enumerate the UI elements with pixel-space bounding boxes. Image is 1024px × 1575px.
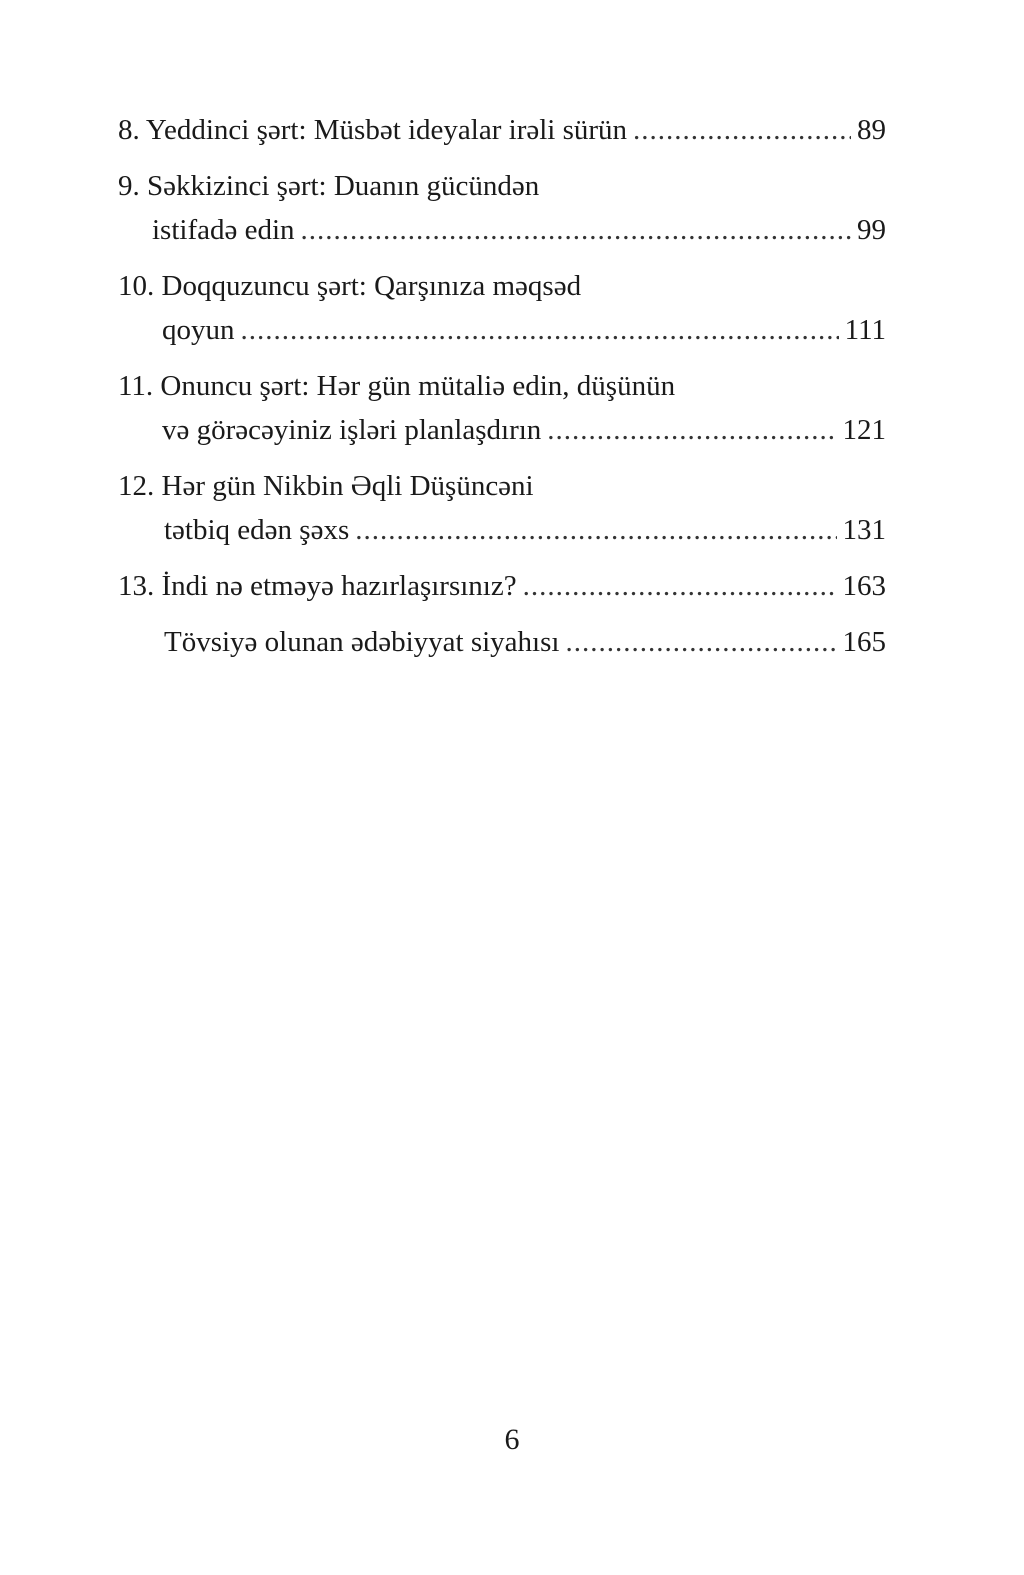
toc-page-number: 131: [842, 514, 886, 546]
toc-page-number: 165: [842, 626, 886, 658]
toc-line: [118, 308, 886, 352]
toc-entry-12[interactable]: [118, 464, 886, 552]
toc-line: [118, 564, 886, 608]
dot-leader: [633, 108, 851, 152]
toc-entry-title: 8. Yeddinci şərt: Müsbət ideyalar irəli sürün: [118, 114, 628, 146]
page-footer-number: 6: [504, 1423, 520, 1456]
toc-entry-title: 10. Doqquzuncu şərt: Qarşınıza məqsəd: [118, 270, 582, 302]
table-of-contents: [118, 108, 886, 676]
toc-line: [118, 508, 886, 552]
dot-leader: [523, 564, 837, 608]
toc-page-number: 163: [842, 570, 886, 602]
toc-entry-title: 9. Səkkizinci şərt: Duanın gücündən: [118, 170, 540, 202]
dot-leader: [241, 308, 839, 352]
toc-line: [118, 108, 886, 152]
toc-entry-title-continued: qoyun: [162, 314, 235, 346]
dot-leader: [565, 620, 836, 664]
toc-entry-title-continued: tətbiq edən şəxs: [164, 514, 350, 546]
toc-entry-title-continued: istifadə edin: [152, 214, 295, 246]
dot-leader: [547, 408, 836, 452]
toc-entry-13[interactable]: [118, 564, 886, 608]
toc-page-number: 89: [857, 114, 886, 146]
toc-entry-title: 11. Onuncu şərt: Hər gün mütaliə edin, düşünün: [118, 370, 676, 402]
toc-entry-title: 12. Hər gün Nikbin Əqli Düşüncəni: [118, 470, 534, 502]
toc-line: [118, 208, 886, 252]
toc-entry-10[interactable]: [118, 264, 886, 352]
dot-leader: [301, 208, 851, 252]
toc-page-number: 99: [857, 214, 886, 246]
dot-leader: [355, 508, 836, 552]
toc-entry-title: 13. İndi nə etməyə hazırlaşırsınız?: [118, 570, 517, 602]
toc-entry-recommended-reading[interactable]: [118, 620, 886, 664]
toc-entry-8[interactable]: [118, 108, 886, 152]
toc-page-number: 111: [844, 314, 886, 346]
toc-page-number: 121: [842, 414, 886, 446]
toc-entry-title-continued: və görəcəyiniz işləri planlaşdırın: [162, 414, 542, 446]
toc-entry-9[interactable]: [118, 164, 886, 252]
toc-entry-title: Tövsiyə olunan ədəbiyyat siyahısı: [164, 626, 560, 658]
toc-line: [118, 408, 886, 452]
toc-line: [118, 620, 886, 664]
toc-entry-11[interactable]: [118, 364, 886, 452]
